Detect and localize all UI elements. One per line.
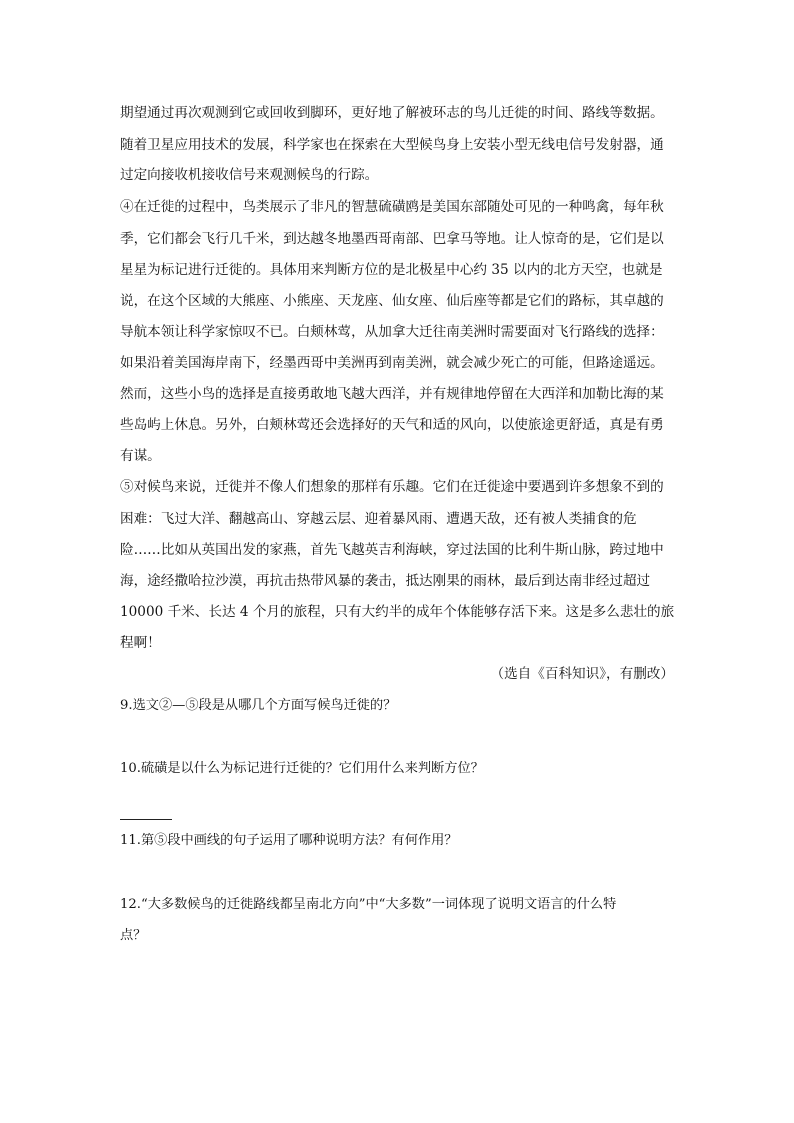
passage-line: 海，途经撒哈拉沙漠，再抗击热带风暴的袭击，抵达刚果的雨林，最后到达南非经过超过 <box>120 573 651 589</box>
passage-line: 如果沿着美国海岸南下，经墨西哥中美洲再到南美洲，就会减少死亡的可能，但路途遥远。 <box>120 355 664 371</box>
question-12: 12.“大多数候鸟的迁徙路线都呈南北方向”中“大多数”一词体现了说明文语言的什么特 <box>120 897 617 912</box>
passage-line: 季，它们都会飞行几千米，到达越冬地墨西哥南部、巴拿马等地。让人惊奇的是，它们是以 <box>120 231 664 247</box>
source-citation: （选自《百科知识》，有删改） <box>490 666 674 682</box>
passage-line: 10000 千米、长达 4 个月的旅程，只有大约半的成年个体能够存活下来。这是多么悲壮的旅 <box>120 604 675 620</box>
passage-line: 然而，这些小鸟的选择是直接勇敢地飞越大西洋，并有规律地停留在大西洋和加勒比海的某 <box>120 386 664 402</box>
passage-line: 过定向接收机接收信号来观测候鸟的行踪。 <box>120 167 379 183</box>
answer-line <box>120 819 172 820</box>
paragraph-4-start: ④在迁徙的过程中，鸟类展示了非凡的智慧硫磺鸥是美国东部随处可见的一种鸣禽，每年秋 <box>120 199 664 215</box>
passage-line: 些岛屿上休息。另外，白颊林莺还会选择好的天气和适的风向，以使旅途更舒适，真是有勇 <box>120 417 664 433</box>
passage-line: 险……比如从英国出发的家燕，首先飞越英吉利海峡，穿过法国的比利牛斯山脉，跨过地中 <box>120 542 664 558</box>
passage-line: 程啊！ <box>120 635 161 651</box>
passage-line: 导航本领让科学家惊叹不已。白颊林莺，从加拿大迁往南美洲时需要面对飞行路线的选择： <box>120 324 664 340</box>
question-10: 10.硫磺是以什么为标记进行迁徙的？它们用什么来判断方位？ <box>120 761 484 776</box>
passage-line: 星星为标记进行迁徙的。具体用来判断方位的是北极星中心约 35 以内的北方天空，也就是 <box>120 262 663 278</box>
passage-line: 期望通过再次观测到它或回收到脚环，更好地了解被环志的鸟儿迁徙的时间、路线等数据。 <box>120 105 664 121</box>
question-12-continued: 点？ <box>120 928 147 943</box>
question-11: 11.第⑤段中画线的句子运用了哪种说明方法？有何作用？ <box>120 833 458 848</box>
passage-line: 困难：飞过大洋、翻越高山、穿越云层、迎着暴风雨、遭遇天敌，还有被人类捕食的危 <box>120 511 637 527</box>
question-9: 9.选文②—⑤段是从哪几个方面写候鸟迁徙的？ <box>120 698 397 713</box>
paragraph-5-start: ⑤对候鸟来说，迁徙并不像人们想象的那样有乐趣。它们在迁徙途中要遇到许多想象不到的 <box>120 479 664 495</box>
passage-line: 随着卫星应用技术的发展，科学家也在探索在大型候鸟身上安装小型无线电信号发射器，通 <box>120 137 664 153</box>
passage-line: 说，在这个区域的大熊座、小熊座、天龙座、仙女座、仙后座等都是它们的路标，其卓越的 <box>120 293 664 309</box>
passage-line: 有谋。 <box>120 448 161 464</box>
